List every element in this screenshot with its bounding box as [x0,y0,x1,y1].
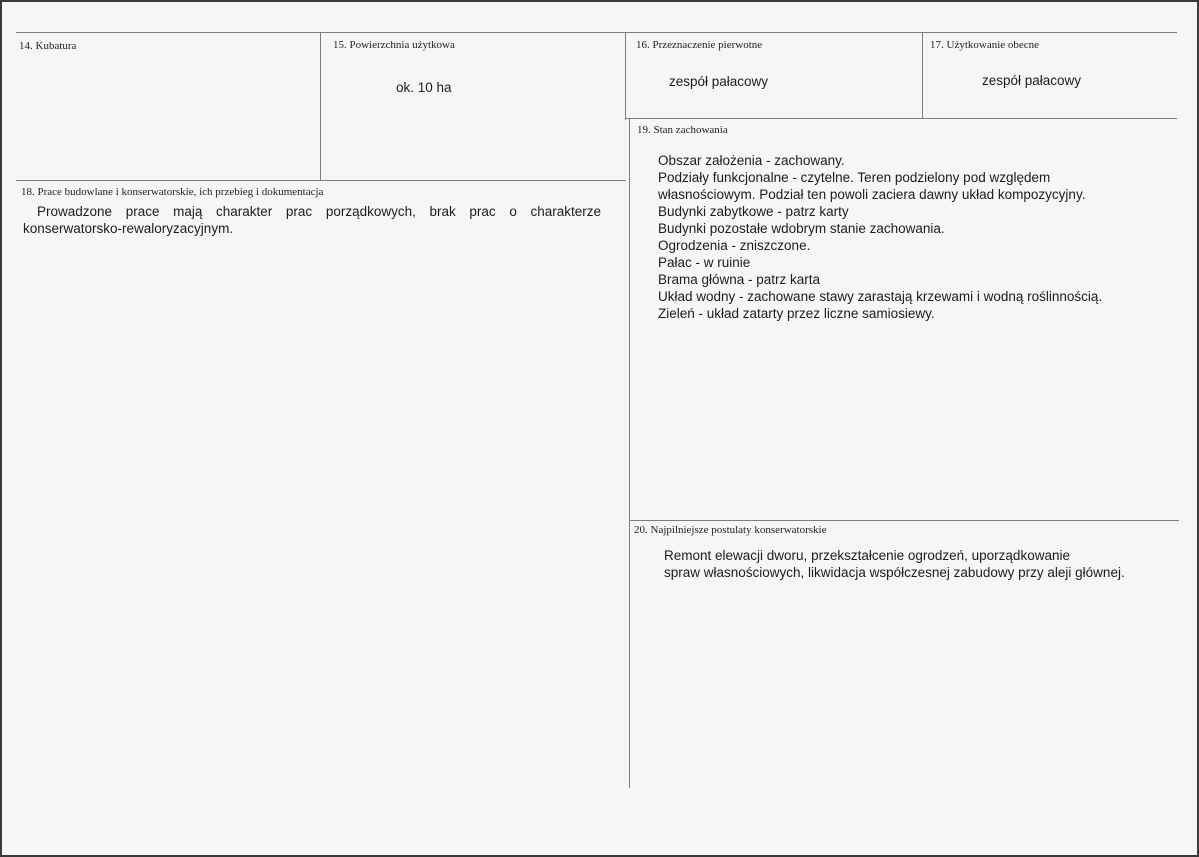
stan-line: Brama główna - patrz karta [658,272,821,287]
divider-center [625,32,626,120]
postulaty-text [664,547,1125,581]
postulaty-line: spraw własnościowych, likwidacja współczesnej zabudowy przy aleji głównej. [664,565,1125,580]
stan-line: Budynki pozostałe wdobrym stanie zachowania. [658,221,945,236]
przeznaczenie-label: 16. Przeznaczenie pierwotne [636,39,763,51]
uzytkowanie-label: 17. Użytkowanie obecne [930,39,1040,51]
stan-line: Zieleń - układ zatarty przez liczne samiosiewy. [658,306,935,321]
stan-label: 19. Stan zachowania [637,124,728,136]
rule-above-18 [16,180,626,181]
divider-left-right [629,118,630,788]
stan-line: Pałac - w ruinie [658,255,751,270]
przeznaczenie-value: zespół pałacowy [669,74,769,89]
powierzchnia-label: 15. Powierzchnia użytkowa [333,39,455,51]
stan-text [658,152,1102,322]
stan-line: Budynki zabytkowe - patrz karty [658,204,849,219]
kubatura-label: 14. Kubatura [19,40,77,52]
top-rule [16,32,1177,33]
divider-16-17 [922,32,923,118]
postulaty-line: Remont elewacji dworu, przekształcenie ogrodzeń, uporządkowanie [664,548,1070,563]
prace-text: Prowadzone prace mają charakter prac porządkowych, brak prac o charakterze konserwatorsko-rewaloryzacyjnym. [23,204,601,236]
stan-line: Układ wodny - zachowane stawy zarastają krzewami i wodną roślinnością. [658,289,1103,304]
rule-under-16-17 [625,118,1177,119]
powierzchnia-value: ok. 10 ha [396,80,452,95]
stan-line: Obszar założenia - zachowany. [658,153,845,168]
stan-line: Ogrodzenia - zniszczone. [658,238,811,253]
prace-label: 18. Prace budowlane i konserwatorskie, ich przebieg i dokumentacja [21,186,324,198]
divider-14-15 [320,32,321,180]
stan-line: własnościowym. Podział ten powoli zaciera dawny układ kompozycyjny. [658,187,1086,202]
stan-line: Podziały funkcjonalne - czytelne. Teren podzielony pod względem [658,170,1051,185]
postulaty-label: 20. Najpilniejsze postulaty konserwatorskie [634,524,827,536]
uzytkowanie-value: zespół pałacowy [982,73,1082,88]
rule-above-20 [629,520,1179,521]
